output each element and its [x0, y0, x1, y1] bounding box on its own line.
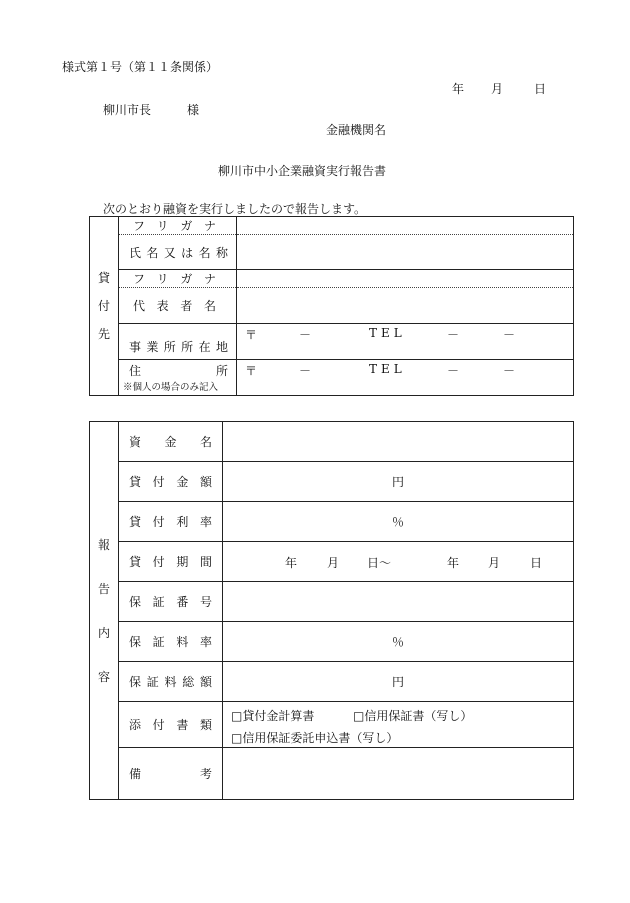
yen-unit: 円 [391, 675, 404, 689]
office-address-label: 事 業 所 所 在 地 [119, 324, 237, 360]
fund-name-label: 資 金 名 [119, 422, 223, 462]
name-label: 氏 名 又 は 名 称 [119, 235, 237, 270]
yen-unit: 円 [391, 475, 404, 489]
honorific: 様 [187, 103, 200, 117]
report-section-label: 報 告 内 容 [90, 422, 119, 800]
addressee: 柳川市長 [103, 103, 152, 117]
institution-label: 金融機関名 [326, 123, 387, 137]
loan-recipient-table [89, 216, 574, 396]
date-day: 日 [534, 82, 547, 96]
representative-label: 代 表 者 名 [119, 288, 237, 324]
furigana-field[interactable] [237, 217, 574, 235]
attachments-field [223, 702, 574, 748]
office-address-field[interactable]: 〒 － TEL － － [237, 324, 574, 360]
report-table [89, 421, 574, 800]
guarantee-total-label: 保 証 料 総 額 [119, 662, 223, 702]
address-label: 住 所 ※個人の場合のみ記入 [119, 360, 237, 396]
loan-rate-field[interactable] [223, 502, 574, 542]
attachment-guarantee-application-checkbox[interactable]: □信用保証委託申込書（写し） [231, 730, 399, 745]
address-field[interactable]: 〒 － TEL － － [237, 360, 574, 396]
remarks-label: 備 考 [119, 748, 223, 800]
guarantee-total-field[interactable] [223, 662, 574, 702]
address-note: ※個人の場合のみ記入 [123, 382, 219, 393]
attachment-loan-calc-checkbox[interactable]: □貸付金計算書 [231, 708, 315, 723]
guarantee-number-field[interactable] [223, 582, 574, 622]
loan-period-label: 貸 付 期 間 [119, 542, 223, 582]
loan-rate-label: 貸 付 利 率 [119, 502, 223, 542]
fund-name-field[interactable] [223, 422, 574, 462]
attachment-guarantee-copy-checkbox[interactable]: □信用保証書（写し） [353, 708, 473, 723]
loan-amount-label: 貸 付 金 額 [119, 462, 223, 502]
furigana-rep-field[interactable] [237, 270, 574, 288]
remarks-field[interactable] [223, 748, 574, 800]
attachments-label: 添 付 書 類 [119, 702, 223, 748]
date-year: 年 [452, 82, 465, 96]
loan-recipient-section-label: 貸 付 先 [90, 217, 119, 396]
loan-amount-field[interactable] [223, 462, 574, 502]
name-field[interactable] [237, 235, 574, 270]
representative-field[interactable] [237, 288, 574, 324]
furigana-rep-label: フ リ ガ ナ [119, 270, 237, 288]
intro-text: 次のとおり融資を実行しましたので報告します。 [103, 202, 367, 216]
guarantee-rate-field[interactable] [223, 622, 574, 662]
form-number: 様式第１号（第１１条関係） [62, 60, 219, 74]
percent-unit: ％ [391, 515, 404, 529]
percent-unit: ％ [391, 635, 404, 649]
date-month: 月 [491, 82, 504, 96]
loan-period-field[interactable]: 年 月 日～ 年 月 日 [223, 542, 574, 582]
guarantee-number-label: 保 証 番 号 [119, 582, 223, 622]
guarantee-rate-label: 保 証 料 率 [119, 622, 223, 662]
furigana-label: フ リ ガ ナ [119, 217, 237, 235]
document-title: 柳川市中小企業融資実行報告書 [218, 164, 387, 178]
